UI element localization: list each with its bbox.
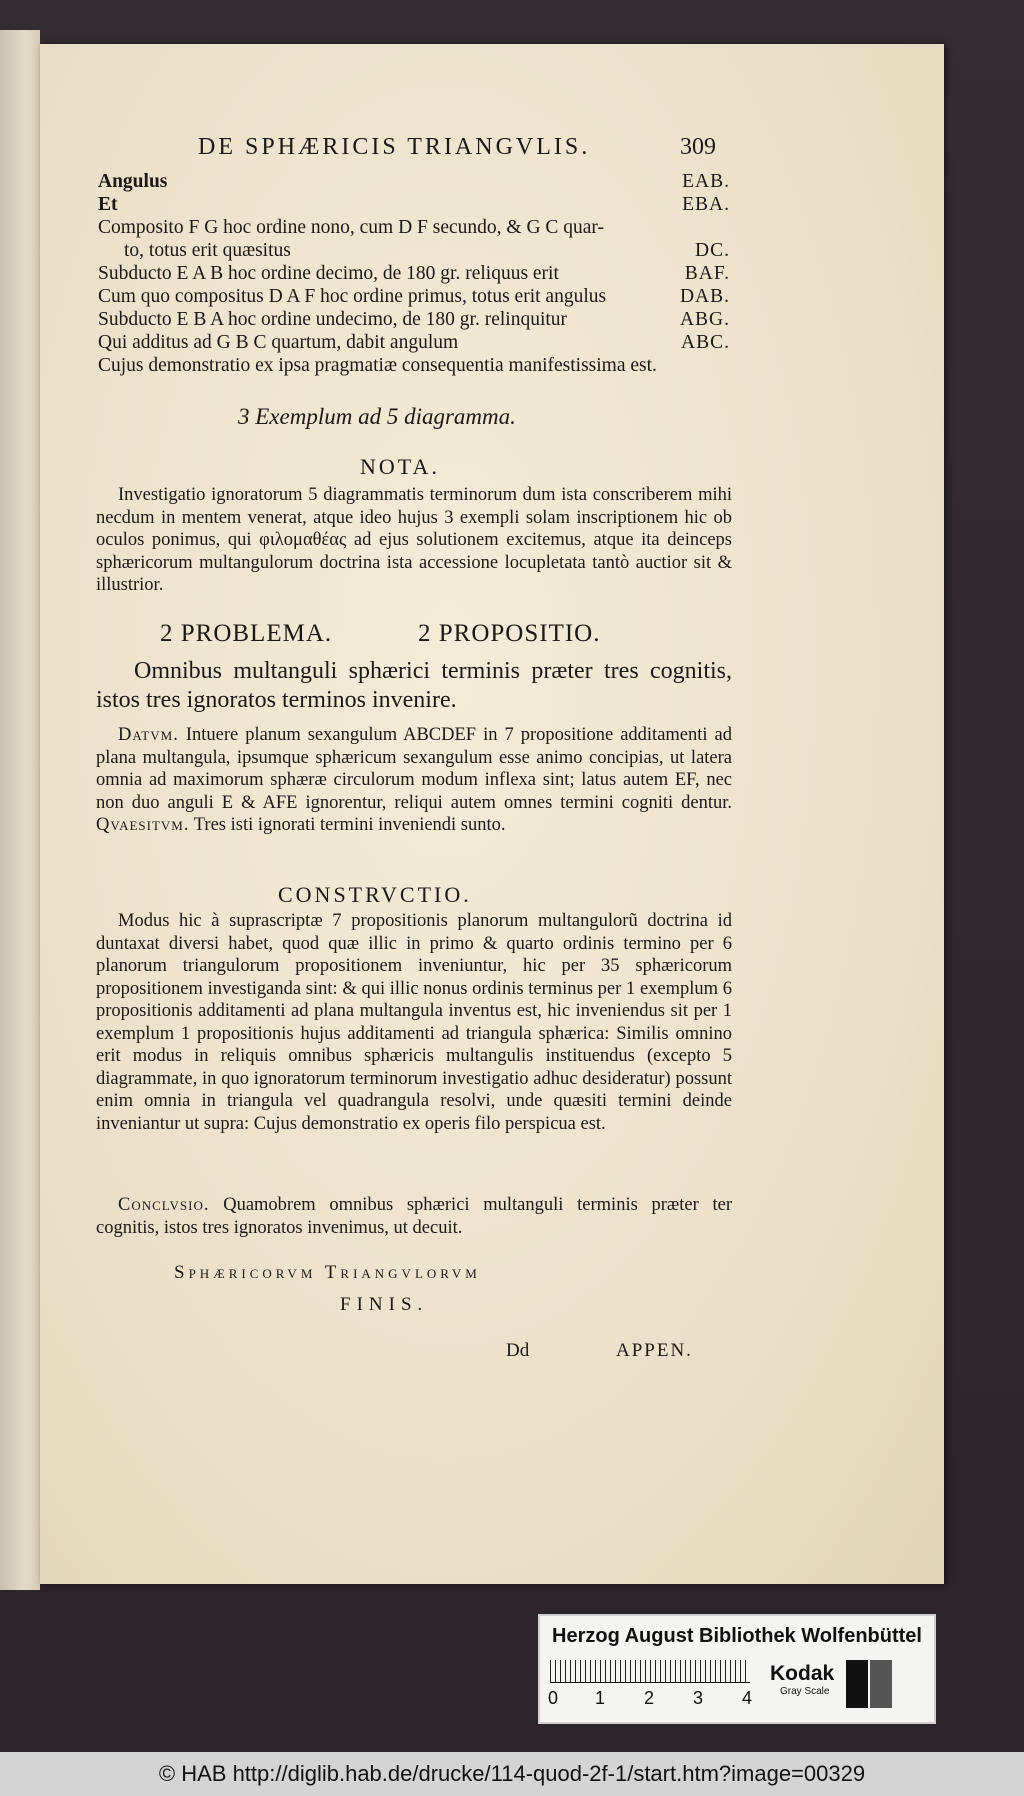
datum-text: Intuere planum sexangulum ABCDEF in 7 propositione additamenti ad plana multangula, ipsumque sphæricum sexangulum esse animo concipias, ut latera omnia ad maximorum sphæræ circulorum modum inflexa sint; latus autem EF, nec non duo anguli E & AFE ignorentur, reliqui autem omnes termini cogniti dentur.: [96, 725, 732, 813]
computation-result: EAB.: [682, 171, 730, 192]
conclusio-paragraph: [96, 1194, 732, 1239]
book-page: [40, 44, 944, 1584]
problem-heading: 2 PROBLEMA.: [160, 620, 333, 647]
grayscale-caption: Gray Scale: [780, 1686, 830, 1697]
computation-row: [98, 285, 730, 308]
nota-heading: NOTA.: [360, 454, 440, 479]
computation-text: Angulus: [98, 171, 168, 192]
computation-row: [98, 216, 730, 239]
measurement-scale: [550, 1660, 764, 1718]
example-number: 3: [238, 404, 250, 429]
scale-number: 3: [693, 1688, 704, 1708]
constructio-paragraph: Modus hic à suprascriptæ 7 propositionis planorum multangulorũ doctrina id duntaxat diversi habet, quod quæ illic in primo & quarto ordinis termino per 6 planorum triangulorum propositionem inveniuntur, hic per 35 sphæricorum propositionem investiganda sint: & qui illic nonus ordinis terminus per 1 exemplum 6 propositionis additamenti ad plana multangula inventus est, hic inveniendus sit per 1 exemplum 1 propositionis hujus additamenti ad triangula sphærica: Similis omnino erit modus in reliquis omnibus sphæricis multangulis instituendus (excepto 5 diagrammate, in quo ignoratorum terminorum investigatio adhuc desideratur) possunt enim omnia in triangula vel quadrangula resolvi, unde quæsiti termini deinde inveniantur ut supra: Cujus demonstratio ex operis filo perspicua est.: [96, 911, 732, 1134]
scale-number: 1: [595, 1688, 606, 1708]
quaesitum-label: Qvaesitvm.: [96, 815, 190, 835]
library-name: Herzog August Bibliothek Wolfenbüttel: [552, 1625, 922, 1647]
example-title: Exemplum ad 5 diagramma.: [255, 404, 516, 429]
problem-statement: Omnibus multanguli sphærici terminis præter tres cognitis, istos tres ignoratos terminos invenire.: [96, 658, 732, 713]
computation-text: Subducto E A B hoc ordine decimo, de 180 gr. reliquus erit: [98, 263, 559, 284]
quaesitum-text: Tres isti ignorati termini inveniendi sunto.: [193, 815, 506, 835]
computation-text: Qui additus ad G B C quartum, dabit angulum: [98, 332, 459, 353]
computation-result: ABC.: [681, 332, 730, 353]
datum-label: Datvm.: [118, 725, 179, 745]
computation-row: [98, 354, 730, 377]
kodak-logo: Kodak: [770, 1662, 835, 1685]
computation-result: BAF.: [684, 263, 730, 284]
scale-number: 2: [644, 1688, 655, 1708]
propositio-heading: 2 PROPOSITIO.: [418, 620, 601, 647]
computation-row: [98, 239, 730, 262]
computation-text: Composito F G hoc ordine nono, cum D F secundo, & G C quar-: [98, 217, 605, 238]
computation-result: ABG.: [679, 309, 730, 330]
computation-row: [98, 193, 730, 216]
computation-text: Et: [98, 194, 118, 215]
page-number: 309: [680, 134, 716, 160]
conclusio-text: Quamobrem omnibus sphærici multanguli terminis præter ter cognitis, istos tres ignoratos invenimus, ut decuit.: [96, 1195, 732, 1238]
catchword: APPEN.: [616, 1340, 693, 1361]
nota-paragraph: Investigatio ignoratorum 5 diagrammatis terminorum dum ista conscriberem mihi necdum in mentem venerat, atque ideo hujus 3 exempli solam inscriptionem hic ob oculos ponimus, qui φιλομαθέας ad ejus solutionem excitemus, atque ita deinceps sphæricorum multangulorum doctrina ista accessione locupletata tantò auctior sit & illustrior.: [96, 485, 732, 595]
copyright-footer: © HAB http://diglib.hab.de/drucke/114-quod-2f-1/start.htm?image=00329: [0, 1752, 1024, 1796]
library-label: [538, 1614, 936, 1724]
computation-row: [98, 308, 730, 331]
constructio-heading: CONSTRVCTIO.: [278, 882, 472, 907]
computation-table: [98, 170, 730, 377]
signature-mark: Dd: [506, 1340, 530, 1361]
computation-row: [98, 262, 730, 285]
datum-paragraph: [96, 724, 732, 837]
computation-row: [98, 331, 730, 354]
computation-row: [98, 170, 730, 193]
computation-text: Cujus demonstratio ex ipsa pragmatiæ consequentia manifestissima est.: [98, 355, 657, 376]
gray-patch-dark: [846, 1660, 868, 1708]
closing-line: Sphæricorvm Triangvlorvm: [174, 1262, 481, 1283]
conclusio-label: Conclvsio.: [118, 1195, 210, 1215]
facing-page-edge: [0, 30, 40, 1590]
example-heading: [238, 404, 516, 430]
scale-number: 0: [548, 1688, 559, 1708]
computation-text: to, totus erit quæsitus: [124, 240, 291, 261]
computation-result: DAB.: [679, 286, 730, 307]
running-head: DE SPHÆRICIS TRIANGVLIS.: [198, 134, 591, 160]
computation-text: Cum quo compositus D A F hoc ordine primus, totus erit angulus: [98, 286, 607, 307]
finis-word: FINIS.: [340, 1294, 429, 1315]
scale-ticks: [550, 1660, 750, 1683]
computation-result: EBA.: [682, 194, 730, 215]
gray-patch-mid: [870, 1660, 892, 1708]
computation-result: DC.: [695, 240, 730, 261]
computation-text: Subducto E B A hoc ordine undecimo, de 180 gr. relinquitur: [98, 309, 568, 330]
scale-number: 4: [742, 1688, 753, 1708]
